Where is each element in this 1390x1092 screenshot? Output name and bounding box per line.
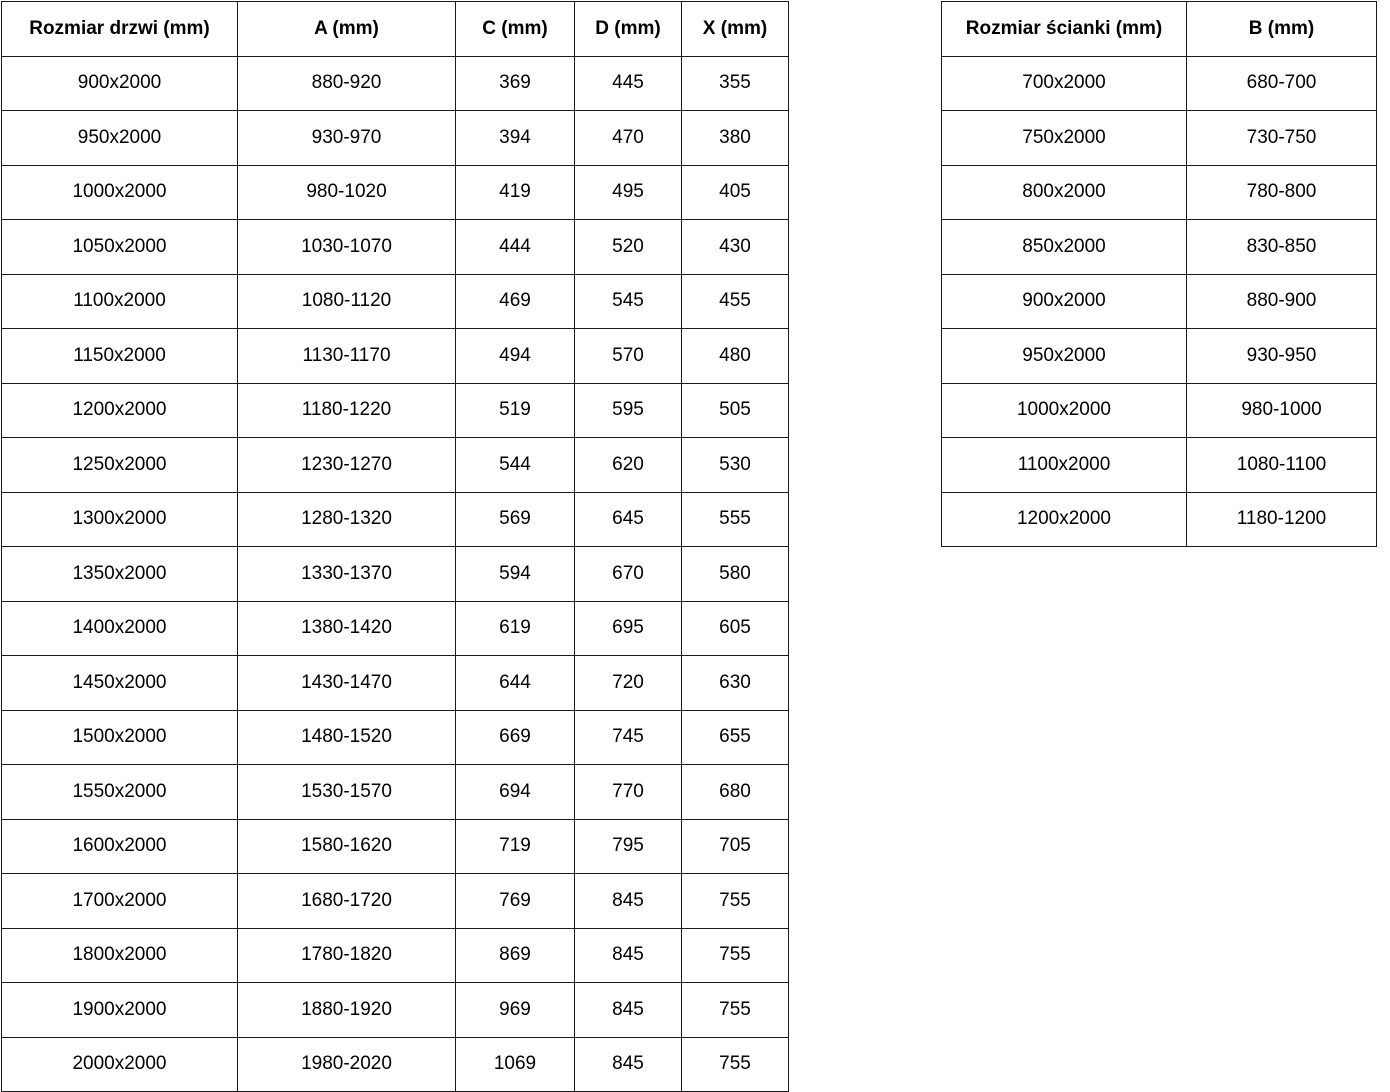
table-cell: 619	[456, 601, 575, 656]
table-cell: 755	[682, 1037, 789, 1092]
table-cell: 544	[456, 438, 575, 493]
table-cell: 1600x2000	[2, 819, 238, 874]
table-cell: 1200x2000	[2, 383, 238, 438]
table-row-door	[2, 765, 789, 820]
table-cell: 750x2000	[942, 111, 1187, 166]
table-cell: 705	[682, 819, 789, 874]
table-cell: 1069	[456, 1037, 575, 1092]
table-cell: 1330-1370	[238, 547, 456, 602]
table-row-door	[2, 547, 789, 602]
table-cell: 930-950	[1187, 329, 1377, 384]
table-cell: 580	[682, 547, 789, 602]
table-cell: 850x2000	[942, 220, 1187, 275]
table-cell: 1000x2000	[2, 165, 238, 220]
table-cell: 480	[682, 329, 789, 384]
table-cell: 430	[682, 220, 789, 275]
table-cell: 730-750	[1187, 111, 1377, 166]
table-cell: 669	[456, 710, 575, 765]
table-row-wall	[942, 56, 1377, 111]
table-cell: 950x2000	[2, 111, 238, 166]
table-cell: 1100x2000	[2, 274, 238, 329]
table-cell: 755	[682, 874, 789, 929]
table-row-wall	[942, 274, 1377, 329]
table-cell: 1550x2000	[2, 765, 238, 820]
table-cell: 1680-1720	[238, 874, 456, 929]
door-size-table-body	[2, 56, 789, 1092]
table-row-door	[2, 983, 789, 1038]
table-row-wall	[942, 438, 1377, 493]
table-row-door	[2, 383, 789, 438]
table-header-row	[942, 2, 1377, 57]
table-cell: 369	[456, 56, 575, 111]
table-cell: 1130-1170	[238, 329, 456, 384]
table-cell: 1480-1520	[238, 710, 456, 765]
table-cell: 1250x2000	[2, 438, 238, 493]
table-row-door	[2, 928, 789, 983]
column-header-x: X (mm)	[682, 2, 789, 57]
table-cell: 869	[456, 928, 575, 983]
table-cell: 670	[575, 547, 682, 602]
table-cell: 470	[575, 111, 682, 166]
table-cell: 494	[456, 329, 575, 384]
table-row-door	[2, 874, 789, 929]
table-row-door	[2, 710, 789, 765]
column-header-door-size: Rozmiar drzwi (mm)	[2, 2, 238, 57]
wall-size-table-body	[942, 56, 1377, 547]
table-cell: 880-920	[238, 56, 456, 111]
table-cell: 1230-1270	[238, 438, 456, 493]
table-cell: 1080-1120	[238, 274, 456, 329]
table-cell: 380	[682, 111, 789, 166]
table-cell: 880-900	[1187, 274, 1377, 329]
table-cell: 1080-1100	[1187, 438, 1377, 493]
table-cell: 645	[575, 492, 682, 547]
table-cell: 1980-2020	[238, 1037, 456, 1092]
table-cell: 1580-1620	[238, 819, 456, 874]
table-cell: 605	[682, 601, 789, 656]
table-cell: 700x2000	[942, 56, 1187, 111]
table-cell: 845	[575, 928, 682, 983]
table-cell: 980-1000	[1187, 383, 1377, 438]
table-cell: 1400x2000	[2, 601, 238, 656]
table-cell: 2000x2000	[2, 1037, 238, 1092]
table-cell: 719	[456, 819, 575, 874]
table-cell: 620	[575, 438, 682, 493]
table-cell: 1380-1420	[238, 601, 456, 656]
table-cell: 950x2000	[942, 329, 1187, 384]
table-row-door	[2, 492, 789, 547]
wall-size-table-head	[942, 2, 1377, 57]
table-cell: 555	[682, 492, 789, 547]
table-cell: 1430-1470	[238, 656, 456, 711]
table-cell: 780-800	[1187, 165, 1377, 220]
table-cell: 1000x2000	[942, 383, 1187, 438]
table-cell: 1450x2000	[2, 656, 238, 711]
table-cell: 1150x2000	[2, 329, 238, 384]
table-row-door	[2, 220, 789, 275]
table-cell: 1200x2000	[942, 492, 1187, 547]
table-cell: 694	[456, 765, 575, 820]
table-cell: 495	[575, 165, 682, 220]
column-header-d: D (mm)	[575, 2, 682, 57]
column-header-c: C (mm)	[456, 2, 575, 57]
table-cell: 505	[682, 383, 789, 438]
table-header-row	[2, 2, 789, 57]
table-cell: 1300x2000	[2, 492, 238, 547]
table-cell: 969	[456, 983, 575, 1038]
column-header-wall-size: Rozmiar ścianki (mm)	[942, 2, 1187, 57]
table-row-door	[2, 438, 789, 493]
table-row-door	[2, 165, 789, 220]
table-cell: 1900x2000	[2, 983, 238, 1038]
table-cell: 630	[682, 656, 789, 711]
table-cell: 770	[575, 765, 682, 820]
table-cell: 830-850	[1187, 220, 1377, 275]
table-cell: 695	[575, 601, 682, 656]
table-cell: 644	[456, 656, 575, 711]
table-cell: 520	[575, 220, 682, 275]
table-cell: 1180-1200	[1187, 492, 1377, 547]
table-cell: 1280-1320	[238, 492, 456, 547]
table-cell: 1030-1070	[238, 220, 456, 275]
table-cell: 355	[682, 56, 789, 111]
wall-size-table	[941, 1, 1377, 547]
table-cell: 1780-1820	[238, 928, 456, 983]
table-cell: 394	[456, 111, 575, 166]
table-cell: 900x2000	[942, 274, 1187, 329]
table-row-door	[2, 111, 789, 166]
table-cell: 845	[575, 983, 682, 1038]
table-cell: 419	[456, 165, 575, 220]
table-row-door	[2, 601, 789, 656]
table-cell: 769	[456, 874, 575, 929]
table-cell: 930-970	[238, 111, 456, 166]
table-row-door	[2, 656, 789, 711]
table-cell: 845	[575, 874, 682, 929]
table-cell: 445	[575, 56, 682, 111]
table-cell: 755	[682, 928, 789, 983]
column-header-b: B (mm)	[1187, 2, 1377, 57]
table-cell: 530	[682, 438, 789, 493]
table-cell: 800x2000	[942, 165, 1187, 220]
table-cell: 795	[575, 819, 682, 874]
door-size-table-head	[2, 2, 789, 57]
table-row-door	[2, 1037, 789, 1092]
table-row-door	[2, 819, 789, 874]
table-cell: 594	[456, 547, 575, 602]
table-row-wall	[942, 329, 1377, 384]
table-cell: 1700x2000	[2, 874, 238, 929]
table-cell: 1180-1220	[238, 383, 456, 438]
table-cell: 720	[575, 656, 682, 711]
table-cell: 755	[682, 983, 789, 1038]
table-cell: 469	[456, 274, 575, 329]
table-cell: 570	[575, 329, 682, 384]
table-cell: 1530-1570	[238, 765, 456, 820]
column-header-a: A (mm)	[238, 2, 456, 57]
table-row-door	[2, 274, 789, 329]
table-cell: 1100x2000	[942, 438, 1187, 493]
wall-table-wrapper	[941, 1, 1377, 547]
table-cell: 569	[456, 492, 575, 547]
table-cell: 519	[456, 383, 575, 438]
table-row-door	[2, 329, 789, 384]
table-cell: 455	[682, 274, 789, 329]
table-cell: 1050x2000	[2, 220, 238, 275]
table-cell: 745	[575, 710, 682, 765]
table-row-wall	[942, 383, 1377, 438]
door-size-table	[1, 1, 789, 1092]
table-row-wall	[942, 111, 1377, 166]
table-row-door	[2, 56, 789, 111]
table-cell: 444	[456, 220, 575, 275]
table-cell: 595	[575, 383, 682, 438]
table-row-wall	[942, 165, 1377, 220]
table-cell: 655	[682, 710, 789, 765]
table-row-wall	[942, 492, 1377, 547]
table-cell: 545	[575, 274, 682, 329]
table-cell: 680	[682, 765, 789, 820]
table-cell: 1350x2000	[2, 547, 238, 602]
table-row-wall	[942, 220, 1377, 275]
table-cell: 845	[575, 1037, 682, 1092]
table-cell: 405	[682, 165, 789, 220]
table-cell: 680-700	[1187, 56, 1377, 111]
table-cell: 980-1020	[238, 165, 456, 220]
table-cell: 900x2000	[2, 56, 238, 111]
table-cell: 1800x2000	[2, 928, 238, 983]
table-cell: 1880-1920	[238, 983, 456, 1038]
table-cell: 1500x2000	[2, 710, 238, 765]
